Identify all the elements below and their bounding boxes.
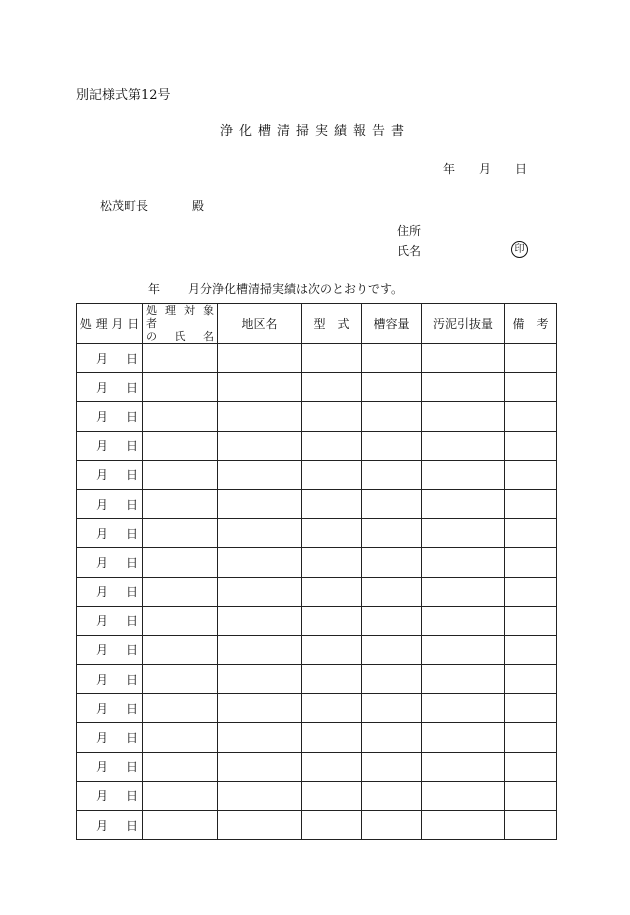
row-remarks-cell[interactable] bbox=[505, 373, 557, 402]
row-month-label: 月 bbox=[95, 731, 108, 746]
row-date-cell[interactable] bbox=[77, 402, 143, 431]
row-capacity-cell[interactable] bbox=[362, 519, 422, 548]
row-sludge-cell[interactable] bbox=[422, 752, 505, 781]
table-row bbox=[77, 373, 557, 402]
row-day-label: 日 bbox=[125, 468, 138, 483]
row-remarks-cell[interactable] bbox=[505, 519, 557, 548]
row-model-cell[interactable] bbox=[302, 723, 362, 752]
row-date-cell[interactable] bbox=[77, 373, 143, 402]
row-day-label: 日 bbox=[125, 818, 138, 833]
row-day-label: 日 bbox=[125, 526, 138, 541]
row-area-cell[interactable] bbox=[218, 460, 302, 489]
row-day-label: 日 bbox=[125, 614, 138, 629]
row-model-cell[interactable] bbox=[302, 344, 362, 373]
row-model-cell[interactable] bbox=[302, 781, 362, 810]
row-month-label: 月 bbox=[95, 497, 108, 512]
header-area: 地区名 bbox=[218, 304, 302, 344]
report-statement bbox=[148, 280, 403, 297]
row-month-label: 月 bbox=[95, 351, 108, 366]
row-model-cell[interactable] bbox=[302, 606, 362, 635]
row-target-name-cell[interactable] bbox=[143, 489, 218, 518]
row-target-name-cell[interactable] bbox=[143, 781, 218, 810]
row-remarks-cell[interactable] bbox=[505, 635, 557, 664]
row-date-cell[interactable] bbox=[77, 431, 143, 460]
row-capacity-cell[interactable] bbox=[362, 781, 422, 810]
table-row bbox=[77, 577, 557, 606]
header-target-line1: 処 理 対 象 者 bbox=[146, 304, 214, 330]
row-capacity-cell[interactable] bbox=[362, 577, 422, 606]
row-sludge-cell[interactable] bbox=[422, 519, 505, 548]
row-sludge-cell[interactable] bbox=[422, 373, 505, 402]
row-sludge-cell[interactable] bbox=[422, 811, 505, 840]
row-date-cell[interactable] bbox=[77, 781, 143, 810]
row-capacity-cell[interactable] bbox=[362, 344, 422, 373]
row-day-label: 日 bbox=[125, 731, 138, 746]
table-row bbox=[77, 781, 557, 810]
addressee-name: 松茂町長 bbox=[100, 199, 149, 213]
header-date: 処 理 月 日 bbox=[77, 304, 143, 344]
header-capacity: 槽容量 bbox=[362, 304, 422, 344]
row-capacity-cell[interactable] bbox=[362, 665, 422, 694]
row-area-cell[interactable] bbox=[218, 781, 302, 810]
row-model-cell[interactable] bbox=[302, 752, 362, 781]
table-row bbox=[77, 431, 557, 460]
row-remarks-cell[interactable] bbox=[505, 460, 557, 489]
row-target-name-cell[interactable] bbox=[143, 344, 218, 373]
table-header-row bbox=[77, 304, 557, 344]
row-area-cell[interactable] bbox=[218, 811, 302, 840]
row-area-cell[interactable] bbox=[218, 344, 302, 373]
row-model-cell[interactable] bbox=[302, 402, 362, 431]
row-model-cell[interactable] bbox=[302, 635, 362, 664]
row-target-name-cell[interactable] bbox=[143, 723, 218, 752]
row-area-cell[interactable] bbox=[218, 635, 302, 664]
header-target-line2: の 氏 名 bbox=[146, 330, 214, 343]
row-capacity-cell[interactable] bbox=[362, 431, 422, 460]
row-model-cell[interactable] bbox=[302, 548, 362, 577]
row-capacity-cell[interactable] bbox=[362, 635, 422, 664]
table-row bbox=[77, 723, 557, 752]
row-month-label: 月 bbox=[95, 818, 108, 833]
row-day-label: 日 bbox=[125, 497, 138, 512]
row-area-cell[interactable] bbox=[218, 519, 302, 548]
row-remarks-cell[interactable] bbox=[505, 344, 557, 373]
addressee bbox=[100, 197, 204, 214]
row-remarks-cell[interactable] bbox=[505, 811, 557, 840]
row-month-label: 月 bbox=[95, 555, 108, 570]
row-month-label: 月 bbox=[95, 614, 108, 629]
row-day-label: 日 bbox=[125, 555, 138, 570]
table-row bbox=[77, 460, 557, 489]
row-area-cell[interactable] bbox=[218, 665, 302, 694]
row-area-cell[interactable] bbox=[218, 606, 302, 635]
row-target-name-cell[interactable] bbox=[143, 635, 218, 664]
row-month-label: 月 bbox=[95, 760, 108, 775]
row-area-cell[interactable] bbox=[218, 373, 302, 402]
row-month-label: 月 bbox=[95, 468, 108, 483]
row-capacity-cell[interactable] bbox=[362, 489, 422, 518]
row-remarks-cell[interactable] bbox=[505, 577, 557, 606]
table-row bbox=[77, 665, 557, 694]
header-sludge: 汚泥引抜量 bbox=[422, 304, 505, 344]
row-capacity-cell[interactable] bbox=[362, 606, 422, 635]
addressee-honorific: 殿 bbox=[192, 199, 205, 213]
row-capacity-cell[interactable] bbox=[362, 548, 422, 577]
table-row bbox=[77, 519, 557, 548]
row-model-cell[interactable] bbox=[302, 373, 362, 402]
row-date-cell[interactable] bbox=[77, 694, 143, 723]
row-target-name-cell[interactable] bbox=[143, 577, 218, 606]
row-date-cell[interactable] bbox=[77, 489, 143, 518]
date-year: 年 bbox=[443, 162, 456, 176]
row-date-cell[interactable] bbox=[77, 460, 143, 489]
row-model-cell[interactable] bbox=[302, 519, 362, 548]
row-day-label: 日 bbox=[125, 585, 138, 600]
row-sludge-cell[interactable] bbox=[422, 344, 505, 373]
row-remarks-cell[interactable] bbox=[505, 694, 557, 723]
row-remarks-cell[interactable] bbox=[505, 402, 557, 431]
row-model-cell[interactable] bbox=[302, 811, 362, 840]
row-date-cell[interactable] bbox=[77, 606, 143, 635]
row-month-label: 月 bbox=[95, 672, 108, 687]
row-date-cell[interactable] bbox=[77, 344, 143, 373]
table-row bbox=[77, 344, 557, 373]
row-target-name-cell[interactable] bbox=[143, 460, 218, 489]
row-date-cell[interactable] bbox=[77, 665, 143, 694]
row-sludge-cell[interactable] bbox=[422, 460, 505, 489]
row-capacity-cell[interactable] bbox=[362, 723, 422, 752]
row-target-name-cell[interactable] bbox=[143, 431, 218, 460]
row-remarks-cell[interactable] bbox=[505, 606, 557, 635]
row-area-cell[interactable] bbox=[218, 431, 302, 460]
row-sludge-cell[interactable] bbox=[422, 489, 505, 518]
table-row bbox=[77, 606, 557, 635]
row-month-label: 月 bbox=[95, 643, 108, 658]
row-month-label: 月 bbox=[95, 409, 108, 424]
seal-mark-icon: 印 bbox=[511, 241, 528, 258]
row-model-cell[interactable] bbox=[302, 665, 362, 694]
report-date bbox=[443, 160, 527, 177]
date-day: 日 bbox=[515, 162, 528, 176]
row-model-cell[interactable] bbox=[302, 694, 362, 723]
row-target-name-cell[interactable] bbox=[143, 694, 218, 723]
row-sludge-cell[interactable] bbox=[422, 606, 505, 635]
row-model-cell[interactable] bbox=[302, 489, 362, 518]
row-day-label: 日 bbox=[125, 701, 138, 716]
row-target-name-cell[interactable] bbox=[143, 752, 218, 781]
row-target-name-cell[interactable] bbox=[143, 811, 218, 840]
row-remarks-cell[interactable] bbox=[505, 489, 557, 518]
row-remarks-cell[interactable] bbox=[505, 665, 557, 694]
row-sludge-cell[interactable] bbox=[422, 694, 505, 723]
table-row bbox=[77, 752, 557, 781]
table-body bbox=[77, 344, 557, 840]
row-day-label: 日 bbox=[125, 439, 138, 454]
row-target-name-cell[interactable] bbox=[143, 665, 218, 694]
row-date-cell[interactable] bbox=[77, 752, 143, 781]
row-date-cell[interactable] bbox=[77, 519, 143, 548]
row-area-cell[interactable] bbox=[218, 752, 302, 781]
row-capacity-cell[interactable] bbox=[362, 460, 422, 489]
table-row bbox=[77, 635, 557, 664]
statement-year: 年 bbox=[148, 282, 161, 296]
row-capacity-cell[interactable] bbox=[362, 402, 422, 431]
row-day-label: 日 bbox=[125, 643, 138, 658]
row-capacity-cell[interactable] bbox=[362, 694, 422, 723]
table-row bbox=[77, 402, 557, 431]
row-target-name-cell[interactable] bbox=[143, 402, 218, 431]
row-day-label: 日 bbox=[125, 789, 138, 804]
row-day-label: 日 bbox=[125, 672, 138, 687]
row-month-label: 月 bbox=[95, 380, 108, 395]
row-capacity-cell[interactable] bbox=[362, 752, 422, 781]
row-sludge-cell[interactable] bbox=[422, 431, 505, 460]
row-date-cell[interactable] bbox=[77, 577, 143, 606]
header-remarks: 備 考 bbox=[505, 304, 557, 344]
row-remarks-cell[interactable] bbox=[505, 723, 557, 752]
row-date-cell[interactable] bbox=[77, 723, 143, 752]
date-month: 月 bbox=[479, 162, 492, 176]
row-month-label: 月 bbox=[95, 439, 108, 454]
row-day-label: 日 bbox=[125, 380, 138, 395]
name-label: 氏名 bbox=[397, 244, 422, 258]
row-month-label: 月 bbox=[95, 789, 108, 804]
row-sludge-cell[interactable] bbox=[422, 402, 505, 431]
row-remarks-cell[interactable] bbox=[505, 431, 557, 460]
row-month-label: 月 bbox=[95, 526, 108, 541]
row-model-cell[interactable] bbox=[302, 577, 362, 606]
header-target-name bbox=[143, 304, 218, 344]
row-model-cell[interactable] bbox=[302, 431, 362, 460]
row-area-cell[interactable] bbox=[218, 489, 302, 518]
row-area-cell[interactable] bbox=[218, 723, 302, 752]
record-table bbox=[76, 303, 557, 840]
row-area-cell[interactable] bbox=[218, 548, 302, 577]
row-month-label: 月 bbox=[95, 701, 108, 716]
row-area-cell[interactable] bbox=[218, 402, 302, 431]
row-sludge-cell[interactable] bbox=[422, 635, 505, 664]
row-date-cell[interactable] bbox=[77, 548, 143, 577]
row-sludge-cell[interactable] bbox=[422, 665, 505, 694]
row-remarks-cell[interactable] bbox=[505, 548, 557, 577]
table-row bbox=[77, 548, 557, 577]
row-remarks-cell[interactable] bbox=[505, 752, 557, 781]
row-sludge-cell[interactable] bbox=[422, 723, 505, 752]
row-sludge-cell[interactable] bbox=[422, 577, 505, 606]
document-title: 浄化槽清掃実績報告書 bbox=[219, 124, 410, 139]
row-target-name-cell[interactable] bbox=[143, 606, 218, 635]
row-day-label: 日 bbox=[125, 760, 138, 775]
row-model-cell[interactable] bbox=[302, 460, 362, 489]
row-day-label: 日 bbox=[125, 351, 138, 366]
row-date-cell[interactable] bbox=[77, 811, 143, 840]
header-model: 型 式 bbox=[302, 304, 362, 344]
row-sludge-cell[interactable] bbox=[422, 548, 505, 577]
row-area-cell[interactable] bbox=[218, 694, 302, 723]
form-number: 別記様式第12号 bbox=[76, 88, 171, 103]
row-month-label: 月 bbox=[95, 585, 108, 600]
table-row bbox=[77, 694, 557, 723]
row-date-cell[interactable] bbox=[77, 635, 143, 664]
row-target-name-cell[interactable] bbox=[143, 548, 218, 577]
table-row bbox=[77, 811, 557, 840]
row-area-cell[interactable] bbox=[218, 577, 302, 606]
row-sludge-cell[interactable] bbox=[422, 781, 505, 810]
row-target-name-cell[interactable] bbox=[143, 519, 218, 548]
statement-text: 月分浄化槽清掃実績は次のとおりです。 bbox=[188, 282, 404, 296]
row-day-label: 日 bbox=[125, 409, 138, 424]
row-capacity-cell[interactable] bbox=[362, 811, 422, 840]
row-target-name-cell[interactable] bbox=[143, 373, 218, 402]
row-remarks-cell[interactable] bbox=[505, 781, 557, 810]
table-row bbox=[77, 489, 557, 518]
row-capacity-cell[interactable] bbox=[362, 373, 422, 402]
address-label: 住所 bbox=[397, 224, 422, 238]
